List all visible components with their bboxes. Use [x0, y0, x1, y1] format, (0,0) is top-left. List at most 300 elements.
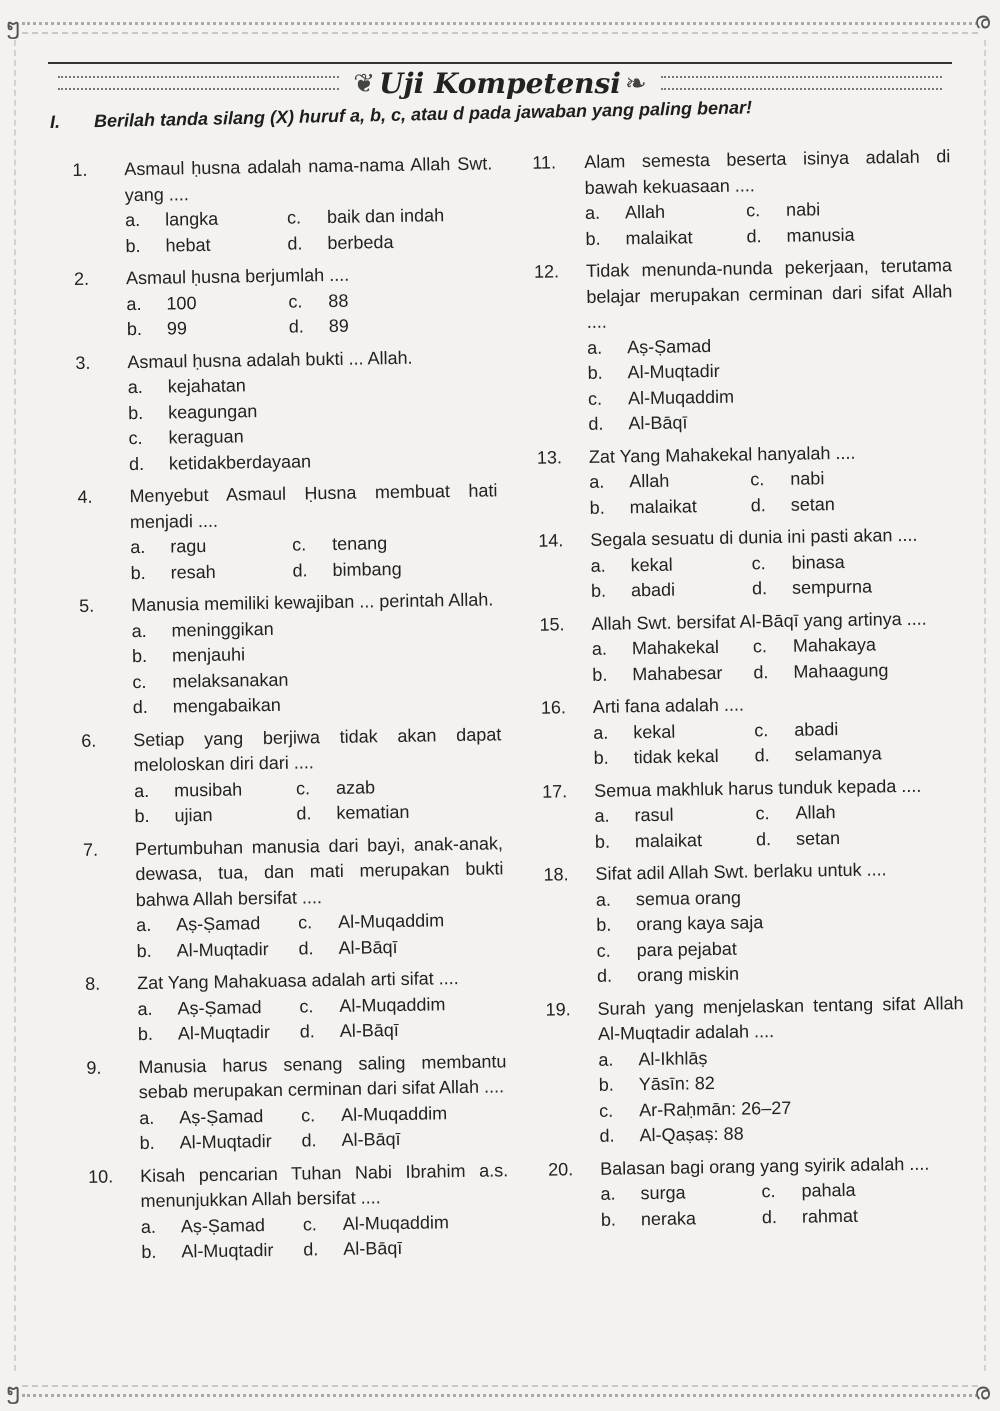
question-stem	[86, 1049, 507, 1107]
answer-option	[134, 776, 296, 804]
answer-option	[756, 824, 961, 853]
option-letter: c.	[587, 388, 603, 409]
option-letter: c.	[128, 427, 143, 449]
answer-option	[126, 289, 288, 317]
answer-option	[753, 631, 958, 660]
answer-option	[754, 740, 959, 769]
question-item	[532, 144, 952, 253]
option-letter: b.	[596, 914, 612, 935]
option-text: orang kaya saja	[636, 912, 764, 935]
ornament-right	[661, 76, 942, 90]
option-text: Ar-Raḥmān: 26–27	[639, 1097, 792, 1120]
option-letter: d.	[301, 1130, 317, 1151]
option-letter: c.	[761, 1181, 776, 1202]
option-letter: b.	[126, 318, 143, 340]
option-text: ujian	[174, 804, 213, 826]
answer-options	[533, 195, 952, 253]
option-letter: b.	[136, 940, 152, 961]
question-text: Manusia harus senang saling membantu sebab merupakan cerminan dari sifat Allah ....	[138, 1050, 507, 1103]
question-text: Pertumbuhan manusia dari bayi, anak-anak, dewasa, tua, dan mati merupakan bukti bahwa Allah bersifat ....	[134, 832, 504, 910]
option-letter: a.	[589, 471, 605, 492]
option-letter: c.	[286, 207, 302, 228]
option-letter: c.	[299, 995, 314, 1017]
answer-option	[130, 558, 292, 586]
answer-option	[754, 715, 959, 744]
option-letter: a.	[139, 1107, 155, 1128]
answer-option	[303, 1209, 509, 1238]
question-text: Arti fana adalah ....	[592, 694, 745, 717]
option-letter: a.	[598, 1049, 614, 1070]
answer-option	[597, 958, 963, 989]
option-letter: c.	[750, 469, 765, 490]
option-letter: d.	[588, 413, 604, 434]
option-text: 88	[328, 290, 349, 311]
option-text: 89	[328, 315, 349, 336]
answer-option	[139, 1129, 301, 1157]
question-item	[83, 831, 505, 965]
question-item	[541, 689, 960, 772]
option-row	[139, 1125, 507, 1156]
question-number: 9.	[86, 1057, 102, 1078]
option-letter: c.	[302, 1213, 318, 1235]
option-letter: a.	[127, 376, 143, 398]
question-item	[81, 722, 503, 831]
option-text: Al-Muqaddim	[339, 993, 446, 1016]
question-item	[539, 606, 958, 689]
question-text: Setiap yang berjiwa tidak akan dapat meloloskan diri dari ....	[133, 723, 502, 776]
option-text: melaksanakan	[172, 669, 289, 691]
option-row	[129, 446, 497, 477]
option-text: keagungan	[168, 400, 258, 423]
answer-option	[590, 493, 751, 521]
option-letter: d.	[296, 803, 312, 824]
answer-options	[82, 773, 503, 831]
question-text: Semua makhluk harus tunduk kepada ....	[593, 775, 922, 801]
option-text: meninggikan	[171, 618, 274, 640]
option-text: malaikat	[625, 226, 693, 248]
answer-option	[127, 315, 289, 343]
answer-option	[300, 1016, 506, 1045]
option-letter: b.	[594, 831, 611, 852]
question-item	[538, 522, 957, 605]
option-text: Al-Muqaddim	[342, 1211, 450, 1234]
ornament-left	[58, 76, 339, 90]
option-text: Al-Muqaddim	[627, 386, 735, 408]
answer-option	[136, 911, 298, 939]
answer-option	[592, 660, 753, 688]
option-letter: a.	[124, 209, 141, 231]
answer-options	[544, 882, 964, 991]
option-letter: b.	[130, 562, 146, 583]
option-text: kematian	[336, 801, 410, 823]
option-text: Al-Bāqī	[343, 1237, 403, 1259]
question-stem	[81, 722, 502, 780]
answer-options	[542, 798, 961, 856]
option-text: Al-Bāqī	[339, 1019, 399, 1041]
answer-option	[303, 1234, 509, 1263]
option-text: malaikat	[629, 495, 697, 517]
answer-option	[599, 1118, 965, 1149]
question-number: 2.	[73, 268, 90, 289]
option-letter: c.	[751, 552, 766, 573]
option-text: binasa	[791, 551, 845, 573]
option-letter: c.	[132, 671, 147, 692]
answer-option	[296, 773, 502, 802]
question-number: 10.	[87, 1165, 114, 1187]
answer-option	[298, 907, 504, 936]
question-item	[77, 478, 499, 587]
question-text: Asmaul ḥusna berjumlah ....	[125, 264, 350, 289]
answer-option	[762, 1202, 967, 1231]
answer-options	[87, 1100, 508, 1158]
answer-option	[751, 490, 956, 519]
option-letter: b.	[592, 664, 608, 685]
option-text: Al-Muqtadir	[179, 1130, 272, 1153]
decorative-border-left	[6, 40, 16, 1371]
question-number: 20.	[547, 1158, 574, 1180]
answer-options	[541, 715, 960, 773]
option-text: kekal	[633, 721, 676, 742]
option-text: berbeda	[327, 231, 394, 253]
option-letter: d.	[292, 559, 308, 581]
decorative-border-top	[22, 22, 978, 34]
question-columns	[72, 134, 971, 1363]
option-letter: c.	[752, 636, 768, 657]
answer-option	[134, 802, 296, 830]
option-text: Al-Muqtadir	[627, 360, 720, 383]
option-letter: d.	[754, 745, 770, 766]
answer-option	[287, 202, 493, 231]
answer-option	[136, 936, 298, 964]
option-letter: d.	[132, 696, 148, 718]
option-text: bimbang	[332, 558, 402, 580]
answer-option	[592, 634, 753, 662]
answer-option	[137, 994, 299, 1022]
option-text: Al-Ikhlāṣ	[638, 1047, 708, 1069]
question-text: Segala sesuatu di dunia ini pasti akan ....	[590, 524, 918, 550]
option-text: Mahakekal	[631, 636, 720, 659]
option-letter: b.	[137, 1023, 154, 1045]
option-letter: b.	[593, 747, 609, 768]
question-text: Surah yang menjelaskan tentang sifat Allah Al-Muqtadir adalah ....	[597, 992, 964, 1044]
question-number: 7.	[82, 839, 99, 860]
answer-options	[79, 613, 501, 722]
answer-options	[85, 991, 506, 1049]
option-row	[141, 1234, 509, 1265]
option-letter: b.	[128, 402, 144, 423]
answer-option	[594, 801, 755, 829]
option-text: azab	[335, 776, 376, 798]
option-text: Al-Muqtadir	[176, 938, 269, 960]
question-text: Balasan bagi orang yang syirik adalah ....	[599, 1153, 930, 1179]
option-letter: d.	[298, 937, 314, 959]
decorative-border-right	[984, 40, 994, 1371]
option-letter: c.	[755, 803, 770, 824]
answer-options	[540, 631, 959, 689]
flourish-icon: ❧	[624, 67, 647, 98]
option-text: malaikat	[634, 829, 703, 851]
option-letter: d.	[751, 578, 768, 599]
question-item	[534, 253, 955, 438]
option-text: 99	[166, 318, 188, 339]
question-number: 8.	[84, 973, 101, 994]
option-letter: d.	[299, 1021, 315, 1042]
question-item	[543, 856, 963, 990]
question-text: Menyebut Asmaul Ḥusna membuat hati menjadi ....	[129, 480, 498, 532]
answer-option	[588, 406, 954, 437]
question-number: 13.	[536, 446, 563, 468]
answer-option	[751, 548, 956, 577]
option-row	[597, 958, 963, 989]
question-item	[86, 1049, 508, 1158]
option-text: Allah	[795, 802, 836, 823]
answer-option	[601, 1205, 762, 1233]
question-stem	[545, 991, 964, 1049]
answer-option	[125, 231, 287, 259]
option-text: musibah	[173, 778, 243, 800]
question-item	[74, 260, 495, 343]
option-letter: b.	[590, 580, 607, 601]
option-text: Mahakaya	[792, 634, 877, 656]
question-number: 11.	[532, 152, 557, 173]
question-stem	[72, 151, 493, 209]
section-number: I.	[49, 111, 61, 132]
option-text: Aṣ-Ṣamad	[180, 1214, 266, 1236]
option-text: setan	[795, 827, 841, 849]
option-text: kekal	[630, 554, 673, 575]
option-row	[130, 555, 498, 586]
answer-option	[750, 464, 955, 493]
question-number: 3.	[75, 352, 91, 373]
answer-option	[753, 657, 958, 686]
answer-options	[74, 286, 495, 344]
option-letter: b.	[598, 1074, 614, 1095]
question-number: 16.	[540, 697, 567, 718]
option-row	[136, 933, 504, 964]
question-item	[545, 991, 965, 1151]
question-text: Zat Yang Mahakuasa adalah arti sifat ....	[136, 968, 459, 994]
right-column	[532, 144, 967, 1240]
answer-options	[537, 464, 956, 522]
option-letter: d.	[596, 965, 613, 986]
question-text: Zat Yang Mahakekal hanyalah ....	[588, 442, 856, 467]
answer-option	[139, 1103, 301, 1131]
option-text: orang miskin	[636, 963, 740, 986]
option-text: pahala	[801, 1179, 856, 1201]
question-item	[72, 151, 494, 260]
option-row	[590, 490, 956, 521]
question-number: 5.	[79, 595, 95, 616]
option-letter: a.	[140, 1216, 157, 1237]
option-letter: b.	[141, 1241, 157, 1263]
option-text: resah	[170, 561, 216, 583]
option-letter: c.	[596, 940, 611, 961]
option-letter: b.	[131, 645, 148, 667]
question-stem	[83, 831, 504, 914]
option-text: abadi	[630, 579, 676, 601]
answer-option	[589, 467, 750, 495]
header-rule	[48, 62, 952, 64]
option-text: Yāsīn: 82	[638, 1073, 715, 1095]
question-number: 12.	[533, 261, 560, 282]
option-text: mengabaikan	[172, 694, 282, 717]
option-text: Aṣ-Ṣamad	[177, 996, 262, 1018]
answer-option	[600, 1179, 761, 1207]
question-text: Kisah pencarian Tuhan Nabi Ibrahim a.s. menunjukkan Allah bersifat ....	[139, 1159, 509, 1212]
option-letter: c.	[745, 200, 761, 221]
option-text: manusia	[786, 224, 855, 246]
question-item	[548, 1151, 967, 1234]
question-item	[75, 344, 497, 478]
option-text: semua orang	[635, 887, 742, 909]
option-text: nabi	[790, 468, 825, 489]
option-letter: d.	[746, 225, 762, 246]
question-text: Tidak menunda-nunda pekerjaan, terutama belajar merupakan cerminan dari sifat Allah ....	[585, 255, 953, 332]
question-text: Alam semesta beserta isinya adalah di bawah kekuasaan ....	[584, 146, 951, 198]
answer-option	[141, 1238, 303, 1266]
question-text: Manusia memiliki kewajiban ... perintah Allah.	[131, 589, 494, 616]
answer-option	[301, 1100, 507, 1129]
question-item	[85, 965, 506, 1048]
option-text: rahmat	[801, 1205, 859, 1227]
option-text: keraguan	[168, 426, 244, 448]
answer-option	[299, 991, 505, 1020]
option-letter: a.	[593, 722, 609, 743]
option-letter: c.	[754, 719, 769, 740]
answer-option	[301, 1125, 507, 1154]
answer-options	[546, 1042, 966, 1151]
option-letter: d.	[303, 1239, 319, 1260]
decorative-border-bottom	[22, 1385, 978, 1397]
option-text: tidak kekal	[633, 745, 719, 768]
option-row	[138, 1016, 506, 1047]
question-item	[542, 773, 961, 856]
option-letter: d.	[750, 494, 766, 515]
option-letter: b.	[125, 235, 141, 256]
option-row	[591, 573, 957, 604]
answer-options	[548, 1176, 967, 1234]
option-letter: a.	[130, 536, 146, 558]
option-letter: b.	[587, 362, 603, 383]
option-text: para pejabat	[636, 938, 737, 960]
option-text: Al-Bāqī	[341, 1128, 401, 1150]
question-number: 1.	[72, 159, 88, 180]
answer-option	[755, 798, 960, 827]
answer-options	[535, 330, 955, 439]
option-letter: d.	[287, 232, 303, 254]
option-letter: b.	[585, 228, 601, 249]
option-text: Mahaagung	[793, 659, 889, 682]
question-number: 6.	[81, 730, 97, 751]
question-item	[88, 1158, 510, 1267]
option-letter: a.	[126, 293, 142, 314]
option-row	[595, 824, 961, 855]
answer-options	[73, 202, 494, 260]
answer-option	[585, 198, 746, 226]
answer-option	[746, 195, 951, 224]
option-letter: a.	[133, 780, 150, 801]
corner-swirl-icon: ര	[974, 1379, 990, 1404]
option-text: Aṣ-Ṣamad	[179, 1105, 264, 1127]
question-number: 15.	[539, 613, 565, 635]
option-row	[585, 221, 951, 252]
answer-options	[76, 369, 498, 478]
answer-option	[292, 555, 498, 584]
answer-option	[129, 446, 497, 477]
question-stem	[532, 144, 951, 202]
question-stem	[534, 253, 953, 336]
question-text: Allah Swt. bersifat Al-Bāqī yang artinya ....	[591, 608, 927, 634]
option-text: langka	[164, 208, 219, 230]
option-letter: c.	[300, 1104, 316, 1126]
option-row	[593, 740, 959, 771]
option-letter: b.	[589, 497, 605, 518]
answer-option	[593, 743, 754, 771]
option-row	[601, 1202, 967, 1233]
option-letter: d.	[755, 828, 772, 849]
option-row	[599, 1118, 965, 1149]
answer-options	[89, 1209, 510, 1267]
left-column	[72, 151, 509, 1273]
answer-option	[130, 533, 292, 561]
answer-option	[141, 1212, 303, 1240]
page-title: Uji Kompetensi	[379, 66, 621, 100]
answer-option	[296, 798, 502, 827]
instruction-text: Berilah tanda silang (X) huruf a, b, c, atau d pada jawaban yang paling benar!	[93, 97, 753, 132]
option-text: Aṣ-Ṣamad	[176, 913, 261, 935]
option-letter: c.	[292, 534, 307, 555]
option-text: Aṣ-Ṣamad	[627, 335, 712, 357]
option-text: Al-Muqtadir	[181, 1239, 274, 1262]
option-letter: d.	[761, 1206, 778, 1227]
option-text: surga	[640, 1182, 686, 1204]
flourish-icon: ❦	[353, 67, 376, 98]
option-text: selamanya	[794, 743, 882, 765]
option-text: Allah	[629, 470, 670, 492]
option-text: setan	[790, 493, 835, 515]
answer-option	[133, 689, 501, 720]
answer-option	[289, 311, 495, 340]
option-text: Mahabesar	[632, 662, 723, 684]
answer-option	[595, 827, 756, 855]
question-text: Asmaul ḥusna adalah nama-nama Allah Swt. yang ....	[124, 153, 493, 205]
option-row	[127, 311, 495, 342]
answer-options	[538, 548, 957, 606]
option-row	[592, 657, 958, 688]
question-stem	[77, 478, 498, 536]
option-text: Al-Bāqī	[628, 412, 688, 434]
option-text: neraka	[640, 1207, 697, 1229]
option-letter: b.	[134, 805, 150, 827]
question-number: 18.	[543, 864, 569, 885]
option-text: abadi	[794, 718, 839, 740]
option-letter: c.	[295, 777, 311, 799]
option-letter: d.	[288, 316, 304, 337]
question-number: 19.	[545, 998, 571, 1020]
answer-option	[292, 529, 498, 558]
answer-option	[298, 933, 504, 962]
option-text: 100	[166, 292, 197, 314]
option-text: Al-Muqaddim	[340, 1102, 448, 1125]
question-stem	[88, 1158, 509, 1216]
question-item	[79, 587, 501, 721]
option-letter: a.	[594, 805, 610, 826]
option-letter: d.	[753, 661, 769, 682]
option-text: kejahatan	[167, 375, 246, 397]
option-letter: a.	[590, 555, 606, 576]
answer-option	[288, 286, 494, 315]
option-row	[133, 689, 501, 720]
